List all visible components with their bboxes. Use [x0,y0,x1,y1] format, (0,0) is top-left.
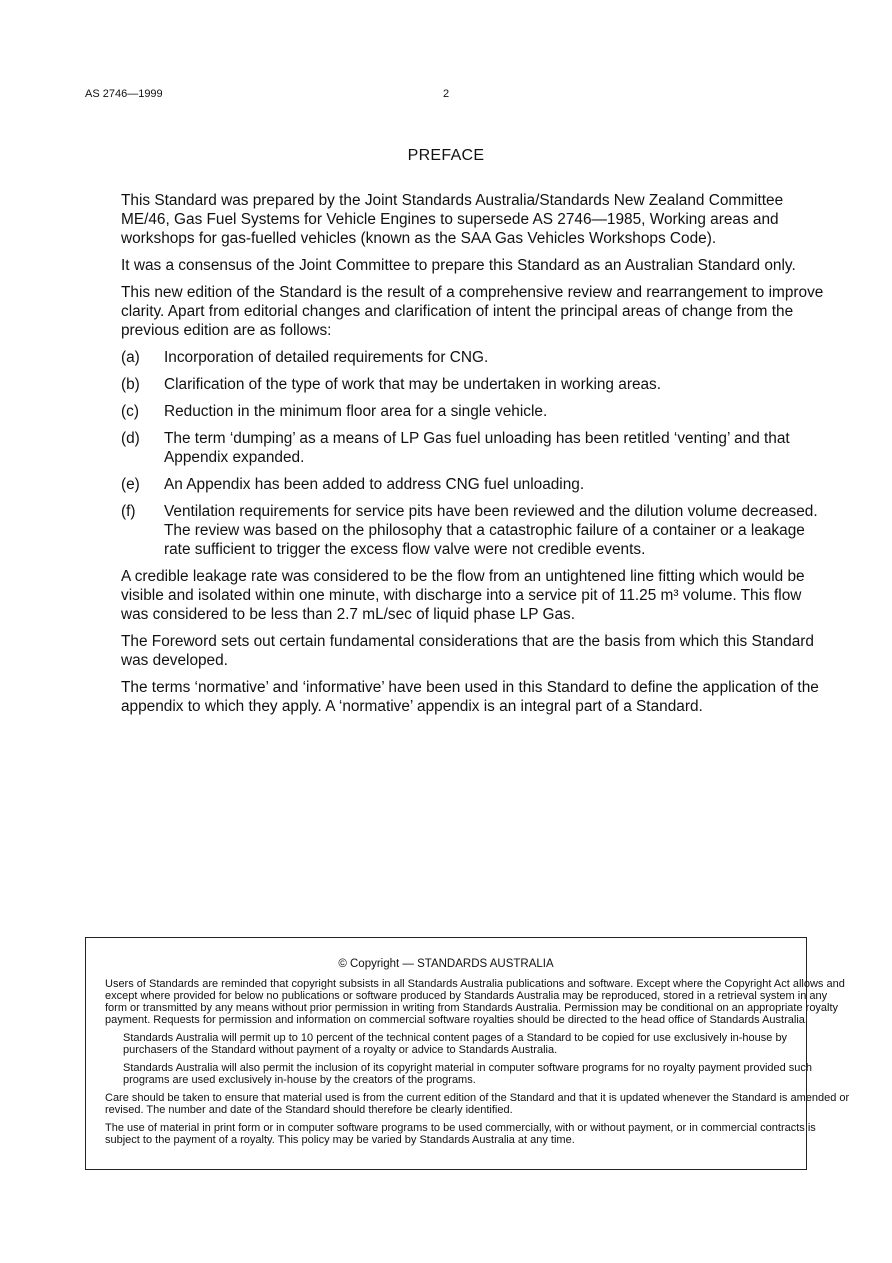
paragraph-normative: The terms ‘normative’ and ‘informative’ have been used in this Standard to define the application of the appendix to which they apply. A ‘normative’ appendix is an integral part of a Standard. [121,679,819,715]
list-item-f-continuation: A credible leakage rate was considered to be the flow from an untightened line fitting which would be visible and isolated within one minute, with discharge into a service pit of 11.25 m³ volume. This flow was considered to be less than 2.7 mL/sec of liquid phase LP Gas. [121,568,805,623]
list-label: (b) [121,376,140,393]
list-label: (d) [121,430,140,447]
list-item-e [121,475,831,494]
copyright-paragraph: Care should be taken to ensure that material used is from the current edition of the Standard and that it is updated whenever the Standard is amended or revised. The number and date of the Standard should therefore be clearly identified. [105,1092,850,1116]
copyright-paragraph: Users of Standards are reminded that copyright subsists in all Standards Australia publications and software. Except where the Copyright Act allows and except where provided for below no publications or software produced by Standards Australia may be reproduced, stored in a retrieval system in any form or transmitted by any means without prior permission in writing from Standards Australia. Permission may be conditional on an appropriate royalty payment. Requests for permission and information on commercial software royalties should be directed to the head office of Standards Australia. [105,978,845,1026]
list-item-f [121,502,831,559]
copyright-paragraph: Standards Australia will also permit the inclusion of its copyright material in computer software programs for no royalty payment provided such programs are used exclusively in-house by the creators of the programs. [123,1062,813,1086]
list-item-b [121,375,831,394]
list-label: (a) [121,349,140,366]
list-text: Reduction in the minimum floor area for a single vehicle. [164,403,548,420]
list-item-c [121,402,831,421]
list-label: (e) [121,476,140,493]
paragraph-foreword: The Foreword sets out certain fundamental considerations that are the basis from which this Standard was developed. [121,633,814,669]
list-text: Ventilation requirements for service pits have been reviewed and the dilution volume decreased. The review was based on the philosophy that a catastrophic failure of a container or a leakage rate sufficient to trigger the excess flow valve were not credible events. [164,503,818,558]
copyright-paragraph: Standards Australia will permit up to 10 percent of the technical content pages of a Standard to be copied for use exclusively in-house by purchasers of the Standard without payment of a royalty or advice to Standards Australia. [123,1032,788,1056]
list-item-d [121,429,831,467]
copyright-heading: © Copyright — STANDARDS AUSTRALIA [338,958,554,970]
paragraph-supersede: This Standard was prepared by the Joint Standards Australia/Standards New Zealand Committee ME/46, Gas Fuel Systems for Vehicle Engines to supersede AS 2746—1985, Working areas and workshops for gas-fuelled vehicles (known as the SAA Gas Vehicles Workshops Code). [121,192,784,247]
paragraph-consensus: It was a consensus of the Joint Committee to prepare this Standard as an Australian Standard only. [121,257,796,274]
list-label: (f) [121,503,136,520]
document-id: AS 2746—1999 [85,88,163,100]
copyright-paragraph: The use of material in print form or in computer software programs to be used commercially, with or without payment, or in commercial contracts is subject to the payment of a royalty. This policy may be varied by Standards Australia at any time. [105,1122,816,1146]
paragraph-changes-intro: This new edition of the Standard is the result of a comprehensive review and rearrangement to improve clarity. Apart from editorial changes and clarification of intent the principal areas of change from the previous edition are as follows: [121,284,824,339]
list-label: (c) [121,403,139,420]
page-number: 2 [443,88,450,100]
list-item-a [121,348,831,367]
copyright-notice-box [85,937,850,1170]
list-text: Clarification of the type of work that may be undertaken in working areas. [164,376,662,393]
preface-body [121,191,831,724]
copyright-body [105,978,851,1152]
list-text: An Appendix has been added to address CNG fuel unloading. [164,476,585,493]
page-title: PREFACE [407,147,485,164]
list-text: Incorporation of detailed requirements for CNG. [164,349,489,366]
list-text: The term ‘dumping’ as a means of LP Gas fuel unloading has been retitled ‘venting’ and that Appendix expanded. [164,430,790,466]
